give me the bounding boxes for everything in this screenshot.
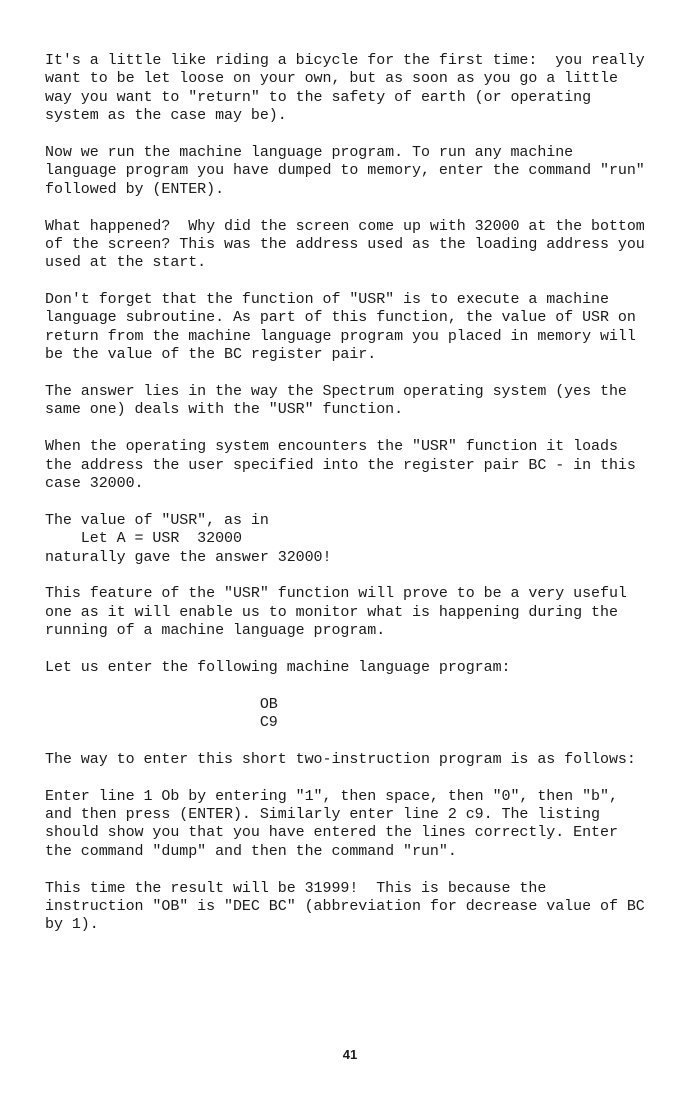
paragraph [45,438,685,493]
text-line: return from the machine language program you placed in memory will [45,327,636,345]
text-line: OB [45,695,278,713]
paragraph [45,144,685,199]
text-line: What happened? Why did the screen come up with 32000 at the bottom [45,217,645,235]
paragraph [45,696,685,733]
text-line: be the value of the BC register pair. [45,346,377,364]
text-line: case 32000. [45,474,144,492]
text-line: followed by (ENTER). [45,180,225,198]
text-line: naturally gave the answer 32000! [45,548,332,566]
paragraph [45,512,685,567]
paragraph [45,52,685,126]
text-line: used at the start. [45,254,207,272]
text-line: Now we run the machine language program. To run any machine [45,143,574,161]
paragraph [45,751,685,769]
paragraph [45,383,685,420]
paragraph [45,291,685,365]
text-line: Let A = USR 32000 [45,530,242,548]
paragraph [45,659,685,677]
text-line: This feature of the "USR" function will prove to be a very useful [45,585,627,603]
text-line: Let us enter the following machine language program: [45,658,511,676]
text-line: When the operating system encounters the "USR" function it loads [45,438,618,456]
text-line: system as the case may be). [45,107,287,125]
text-line: the command "dump" and then the command "run". [45,842,457,860]
text-line: the address the user specified into the register pair BC - in this [45,456,636,474]
text-line: should show you that you have entered the lines correctly. Enter [45,824,618,842]
text-line: Enter line 1 Ob by entering "1", then space, then "0", then "b", [45,787,618,805]
paragraph [45,880,685,935]
text-line: C9 [45,714,278,732]
text-line: Don't forget that the function of "USR" is to execute a machine [45,291,609,309]
text-line: language subroutine. As part of this function, the value of USR on [45,309,636,327]
text-line: of the screen? This was the address used as the loading address you [45,235,645,253]
text-line: and then press (ENTER). Similarly enter line 2 c9. The listing [45,806,600,824]
text-line: way you want to "return" to the safety of earth (or operating [45,88,592,106]
page-number: 41 [342,1047,358,1062]
page-body-text [45,52,685,953]
paragraph [45,585,685,640]
text-line: one as it will enable us to monitor what is happening during the [45,603,618,621]
text-line: instruction "OB" is "DEC BC" (abbreviation for decrease value of BC [45,897,645,915]
text-line: by 1). [45,916,99,934]
text-line: running of a machine language program. [45,622,386,640]
text-line: The answer lies in the way the Spectrum operating system (yes the [45,383,627,401]
paragraph [45,218,685,273]
text-line: same one) deals with the "USR" function. [45,401,404,419]
text-line: want to be let loose on your own, but as soon as you go a little [45,70,618,88]
text-line: The way to enter this short two-instruction program is as follows: [45,750,636,768]
text-line: It's a little like riding a bicycle for the first time: you really [45,52,645,69]
paragraph [45,788,685,862]
text-line: The value of "USR", as in [45,511,269,529]
text-line: This time the result will be 31999! This is because the [45,879,547,897]
text-line: language program you have dumped to memory, enter the command "run" [45,162,645,180]
